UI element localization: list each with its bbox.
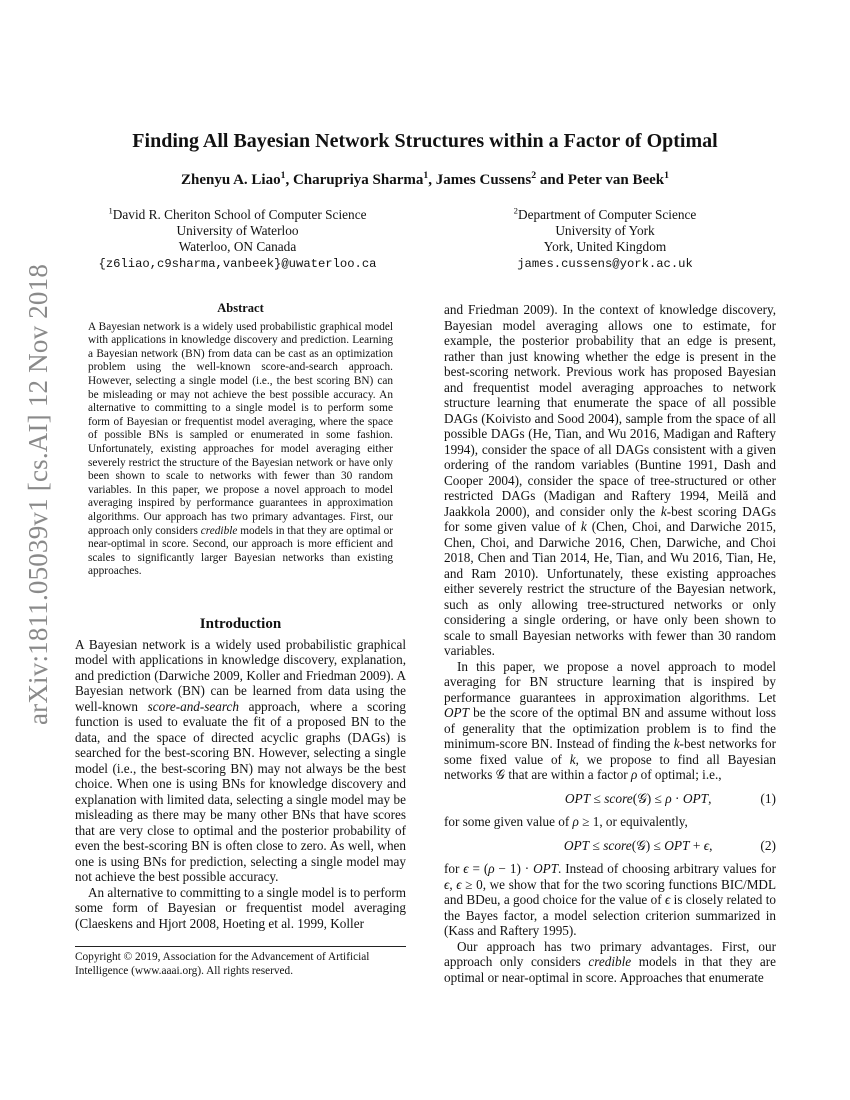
abstract-heading: Abstract	[217, 301, 264, 315]
body-paragraph: Our approach has two primary advantages. First, our approach only considers credible models in that they are optimal or near-optimal in score. Approaches that enumerate	[444, 938, 776, 985]
body-paragraph: for ϵ = (ρ − 1) · OPT. Instead of choosing arbitrary values for ϵ, ϵ ≥ 0, we show that for the two scoring functions BIC/MDL and BDeu, a good choice for the value of ϵ is closely related to the Bayes factor, a model selection criterion summarized in (Kass and Raftery 1995).	[444, 861, 777, 938]
arxiv-stamp	[23, 263, 54, 726]
equation-2	[444, 830, 776, 862]
affiliation-line: Waterloo, ON Canada	[178, 239, 297, 254]
affiliation-waterloo	[60, 207, 415, 272]
affiliation-york	[430, 207, 780, 272]
equation-1	[444, 783, 776, 815]
equation-2-body: OPT ≤ score(𝒢) ≤ OPT + ϵ,	[563, 837, 713, 853]
copyright-notice: Copyright © 2019, Association for the Advancement of Artificial Intelligence (www.aaai.org). All rights reserved.	[75, 946, 406, 978]
equation-1-number: (1)	[760, 790, 776, 806]
body-paragraph: In this paper, we propose a novel approach to model averaging for BN structure learning that is inspired by performance guarantees in approximation algorithms. Let OPT be the score of the optimal BN and assume without loss of generality that the optimization problem is to find the minimum-score BN. Instead of finding the k-best networks for some fixed value of k, we propose to find all Bayesian networks 𝒢 that are within a factor ρ of optimal; i.e.,	[444, 658, 776, 782]
affiliation-line: York, United Kingdom	[543, 239, 667, 254]
abstract-text: A Bayesian network is a widely used probabilistic graphical model with applications in knowledge discovery and prediction. Learning a Bayesian network (BN) from data can be cast as an optimization problem using the well-known score-and-search approach. However, selecting a single model (i.e., the best scoring BN) can be misleading or may not achieve the best possible accuracy. An alternative to committing to a single model is to perform some form of Bayesian or frequentist model averaging, where the space of possible BNs is sampled or enumerated in some fashion. Unfortunately, existing approaches for model averaging either severely restrict the structure of the Bayesian network or have only been shown to scale to networks with fewer than 30 random variables. In this paper, we propose a novel approach to model averaging inspired by performance guarantees in approximation algorithms. Our approach has two primary advantages. First, our approach only considers credible models in that they are optimal or near-optimal in score. Second, our approach is more efficient and scales to significantly larger Bayesian networks than existing approaches.	[88, 320, 394, 578]
affiliation-line: University of Waterloo	[176, 223, 299, 238]
author-list: Zhenyu A. Liao$^1$, Charupriya Sharma$^1$, James Cussens$^2$ and Peter van Beek$^1$	[180, 170, 670, 188]
affiliation-line: $^1$David R. Cheriton School of Computer Science	[108, 205, 367, 222]
affiliation-line: $^2$Department of Computer Science	[513, 205, 697, 222]
equation-1-body: OPT ≤ score(𝒢) ≤ ρ · OPT,	[564, 790, 712, 806]
introduction-heading: Introduction	[199, 616, 282, 632]
paper-title: Finding All Bayesian Network Structures within a Factor of Optimal	[132, 130, 718, 152]
affiliation-line: University of York	[555, 223, 655, 238]
affiliation-email: james.cussens@york.ac.uk	[517, 257, 693, 271]
right-column	[444, 302, 776, 985]
body-paragraph: for some given value of ρ ≥ 1, or equivalently,	[444, 814, 688, 829]
left-column	[75, 617, 406, 931]
equation-2-number: (2)	[760, 837, 776, 853]
intro-paragraph: A Bayesian network is a widely used probabilistic graphical model with applications in knowledge discovery, explanation, and prediction (Darwiche 2009, Koller and Friedman 2009). A Bayesian network (BN) can be learned from data using the well-known score-and-search approach, where a scoring function is used to evaluate the fit of a proposed BN to the data, and the space of directed acyclic graphs (DAGs) is searched for the best-scoring BN. However, selecting a single model (i.e., the best-scoring BN) may not always be the best choice. When one is using BNs for knowledge discovery and explanation with limited data, selecting a single model may be misleading as there may be many other BNs that have scores that are very close to optimal and the posterior probability of even the best-scoring BN is often close to zero. As well, when one is using BNs for prediction, selecting a single model may not achieve the best possible accuracy.	[75, 636, 407, 884]
abstract	[88, 302, 393, 579]
intro-paragraph: An alternative to committing to a single model is to perform some form of Bayesian or frequentist model averaging (Claeskens and Hjort 2008, Hoeting et al. 1999, Koller	[75, 884, 406, 931]
affiliation-email: {z6liao,c9sharma,vanbeek}@uwaterloo.ca	[98, 257, 377, 271]
arxiv-stamp-text: arXiv:1811.05039v1 [cs.AI] 12 Nov 2018	[23, 263, 54, 726]
body-paragraph: and Friedman 2009). In the context of knowledge discovery, Bayesian model averaging allows one to estimate, for example, the posterior probability that an edge is present, rather than just knowing whether the edge is present in the best-scoring network. Previous work has proposed Bayesian and frequentist model averaging approaches to network structure learning that enumerate the space of all possible DAGs (Koivisto and Sood 2004), sample from the space of all possible DAGs (He, Tian, and Wu 2016, Madigan and Raftery 1994), consider the space of all DAGs consistent with a given ordering of the random variables (Buntine 1991, Dash and Cooper 2004), consider the space of tree-structured or other restricted DAGs (Madigan and Raftery 1994, Meilă and Jaakkola 2000), and consider only the k-best scoring DAGs for some given value of k (Chen, Choi, and Darwiche 2015, Chen, Choi, and Darwiche 2016, Chen, Darwiche, and Choi 2018, Chen and Tian 2014, He, Tian, and Wu 2016, Tian, He, and Ram 2010). Unfortunately, these existing approaches either severely restrict the structure of the Bayesian network, such as only allowing tree-structured networks or only considering a single ordering, or have only been shown to scale to small Bayesian networks with fewer than 30 random variables.	[444, 302, 776, 658]
